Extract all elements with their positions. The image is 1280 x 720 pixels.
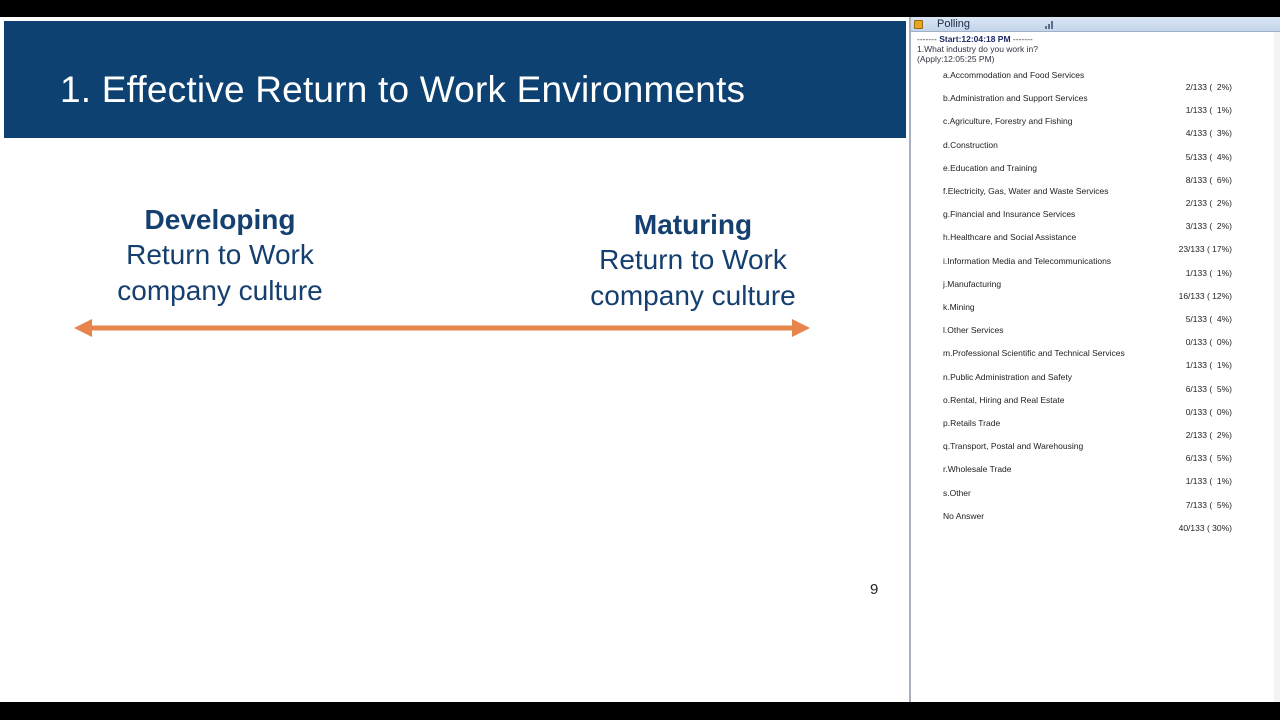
poll-question-text: 1.What industry do you work in? [917, 44, 1038, 54]
poll-option-count: 6/133 ( 5%) [1185, 453, 1232, 464]
poll-option-count: 16/133 ( 12%) [1178, 290, 1232, 301]
poll-option-label: g.Financial and Insurance Services [943, 209, 1076, 220]
presentation-slide [0, 17, 908, 702]
poll-option-count: 1/133 ( 1%) [1185, 360, 1232, 371]
poll-option-label: No Answer [943, 510, 985, 521]
slide-header [4, 21, 906, 138]
poll-option-count: 3/133 ( 2%) [1185, 221, 1232, 232]
poll-option-label: r.Wholesale Trade [943, 464, 1012, 475]
poll-option-label: a.Accommodation and Food Services [943, 70, 1085, 80]
developing-line1: Return to Work [126, 239, 314, 270]
poll-option-label: p.Retails Trade [943, 418, 1001, 428]
poll-option-label: m.Professional Scientific and Technical Services [943, 348, 1125, 359]
maturing-line1: Return to Work [599, 244, 787, 275]
double-arrow-icon [74, 317, 810, 339]
poll-option-count: 1/133 ( 1%) [1185, 267, 1232, 278]
poll-option-label: e.Education and Training [943, 162, 1038, 173]
slide-number: 9 [870, 581, 879, 598]
poll-option-count: 2/133 ( 2%) [1185, 198, 1232, 208]
poll-option-count: 2/133 ( 2%) [1185, 82, 1232, 92]
developing-label [95, 203, 345, 309]
poll-option-label: l.Other Services [943, 325, 1004, 336]
poll-option-count: 2/133 ( 2%) [1185, 430, 1232, 440]
maturing-heading: Maturing [633, 209, 753, 240]
poll-start-time: Start:12:04:18 PM [939, 34, 1011, 44]
poll-option-count: 7/133 ( 5%) [1185, 499, 1232, 510]
poll-option-count: 5/133 ( 4%) [1185, 151, 1232, 162]
poll-window-icon [914, 20, 923, 29]
poll-option-label: b.Administration and Support Services [943, 93, 1088, 104]
poll-option-count: 8/133 ( 6%) [1185, 174, 1232, 185]
poll-option-count: 5/133 ( 4%) [1185, 314, 1232, 324]
developing-line2: company culture [117, 275, 323, 306]
poll-option-label: d.Construction [943, 139, 998, 150]
screen [0, 17, 1280, 702]
maturing-line2: company culture [590, 280, 796, 311]
maturing-label [568, 208, 818, 314]
poll-option-label: j.Manufacturing [943, 278, 1002, 289]
slide-title: 1. Effective Return to Work Environments [60, 69, 746, 110]
developing-heading: Developing [144, 204, 296, 235]
poll-option-count: 4/133 ( 3%) [1185, 128, 1232, 139]
poll-option-count: 40/133 ( 30%) [1178, 522, 1232, 533]
polling-panel [909, 17, 1280, 702]
poll-option-label: i.Information Media and Telecommunications [943, 255, 1112, 266]
poll-option-count: 0/133 ( 0%) [1185, 337, 1232, 348]
poll-question [917, 44, 1038, 64]
poll-option-count: 1/133 ( 1%) [1185, 105, 1232, 116]
polling-title: Polling [937, 18, 971, 30]
poll-option-count: 23/133 ( 17%) [1178, 244, 1232, 255]
poll-option-count: 0/133 ( 0%) [1185, 406, 1232, 417]
poll-option-label: s.Other [943, 487, 971, 498]
polling-titlebar[interactable] [911, 17, 1280, 32]
poll-option-label: k.Mining [943, 302, 975, 312]
poll-option-label: c.Agriculture, Forestry and Fishing [943, 116, 1073, 127]
poll-option-label: f.Electricity, Gas, Water and Waste Services [943, 186, 1109, 196]
poll-option-label: h.Healthcare and Social Assistance [943, 232, 1077, 243]
poll-apply-time: (Apply:12:05:25 PM) [917, 54, 995, 64]
poll-option-count: 1/133 ( 1%) [1185, 476, 1232, 487]
poll-start-line: ------- Start:12:04:18 PM ------- [917, 34, 1033, 44]
poll-option-label: o.Rental, Hiring and Real Estate [943, 394, 1065, 405]
poll-option-label: q.Transport, Postal and Warehousing [943, 441, 1084, 452]
poll-scrollbar[interactable] [1274, 32, 1280, 702]
poll-option-count: 6/133 ( 5%) [1185, 383, 1232, 394]
signal-icon [1045, 21, 1055, 29]
poll-option-label: n.Public Administration and Safety [943, 371, 1072, 382]
